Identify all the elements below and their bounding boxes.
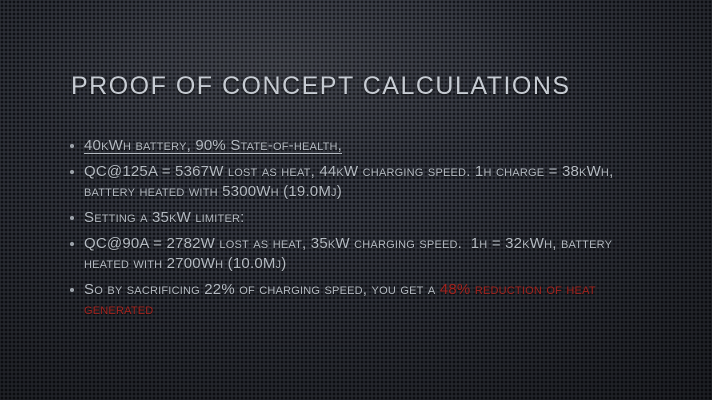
bullet-text: Setting a 35kW limiter:	[84, 209, 245, 226]
bullet-text: QC@125A = 5367W lost as heat, 44kW charging speed. 1h charge = 38kWh, battery heated with 5300Wh (19.0Mj)	[84, 163, 618, 200]
slide-title: PROOF OF CONCEPT CALCULATIONS	[71, 72, 571, 100]
bullet-item-limiter	[70, 208, 658, 228]
bullet-text	[84, 280, 658, 320]
bullet-text-highlight: 48% reduction of heat generated	[84, 281, 601, 318]
bullet-text: 40kWh battery, 90% State-of-health,	[84, 137, 343, 154]
bullet-dot-icon	[70, 288, 74, 292]
bullet-dot-icon	[70, 242, 74, 246]
bullet-dot-icon	[70, 144, 74, 148]
bullet-item-battery-spec	[70, 136, 658, 156]
bullet-text: QC@90A = 2782W lost as heat, 35kW charging speed. 1h = 32kWh, battery heated with 2700Wh (10.0Mj)	[84, 235, 617, 272]
bullet-dot-icon	[70, 170, 74, 174]
bullet-dot-icon	[70, 216, 74, 220]
bullet-text-normal: So by sacrificing 22% of charging speed, you get a	[84, 281, 440, 298]
bullet-list	[70, 136, 658, 326]
bullet-item-conclusion	[70, 280, 658, 320]
bullet-item-qc90	[70, 234, 658, 274]
bullet-item-qc125	[70, 162, 658, 202]
